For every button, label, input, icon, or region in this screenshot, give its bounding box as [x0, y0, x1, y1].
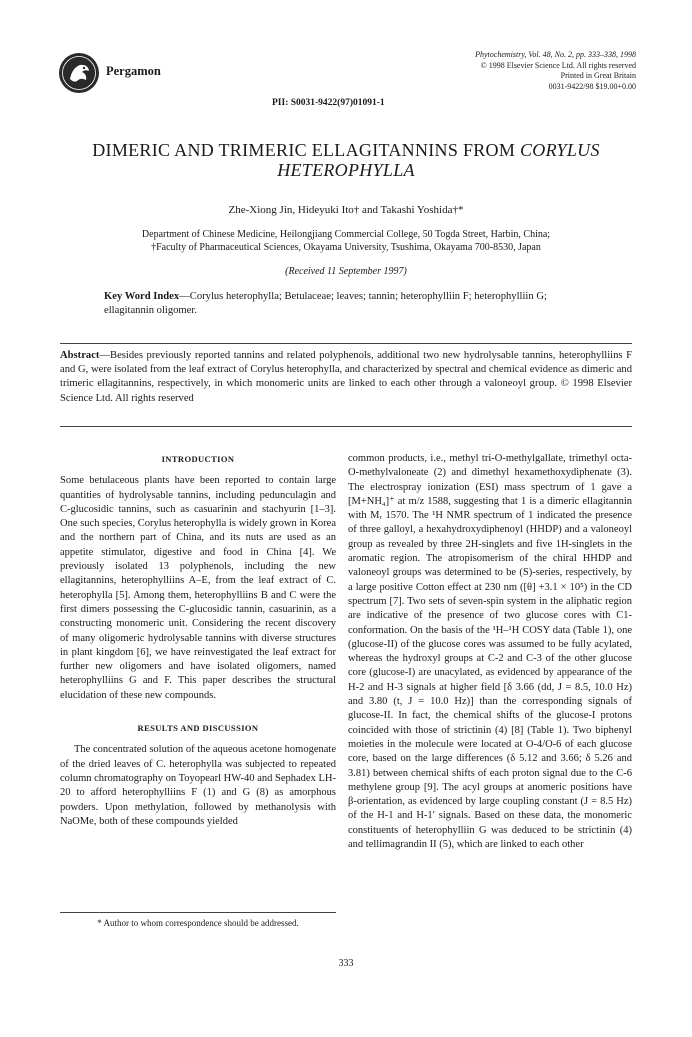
title-main: DIMERIC AND TRIMERIC ELLAGITANNINS FROM	[92, 140, 520, 160]
right-column	[348, 452, 632, 852]
price-line: 0031-9422/98 $19.00+0.00	[548, 81, 636, 91]
results-text-left: The concentrated solution of the aqueous acetone homogenate of the dried leaves of C. heterophylla was subjected to repeated column chromatography on Toyopearl HW-40 and Sephadex LH-20 to afford heterophylliins F (1) and G (8) as amorphous powders. Upon methylation, followed by methanolysis with NaOMe, both of these compounds yielded	[60, 744, 336, 827]
abstract-top-rule	[60, 343, 632, 344]
keywords-text: —Corylus heterophylla; Betulaceae; leaves; tannin; heterophylliin F; heterophylliin G; ellagitannin oligomer.	[104, 291, 547, 316]
footnote-rule	[60, 912, 336, 913]
footnote: * Author to whom correspondence should be addressed.	[97, 918, 299, 928]
keywords	[104, 290, 588, 318]
author-list: Zhe-Xiong Jin, Hideyuki Ito† and Takashi Yoshida†*	[228, 204, 464, 216]
results-heading: RESULTS AND DISCUSSION	[137, 723, 259, 734]
keywords-label: Key Word Index	[104, 291, 180, 302]
pergamon-logo-icon	[58, 52, 100, 94]
journal-info	[475, 50, 636, 92]
introduction-text: Some betulaceous plants have been reported to contain large quantities of hydrolysable tannins, including pedunculagin and C-glucosidic tannins, such as casuarinin and stachyurin [1–3]. One such species, Corylus heterophylla is widely grown in Korea and the northern part of China, and its nuts are used as an appetite stimulator, digestive and food in China [4]. We previously isolated 13 polyphenols, including the new ellagitannins, heterophylliins A–E, from the leaf extract of C. heterophylla [5]. Among them, heterophylliins B and C were the first dimers possessing the C-glucosidic tannin, casuarinin, as a constructing monomeric unit. Considering the recent discovery of many oligomeric hydrolysable tannins with diverse structures in plant kingdom [6], we have reinvestigated the leaf extract for further new oligomers and have isolated oligomers, named heterophylliins G and F. This paper describes the structural elucidation of these new compounds.	[60, 475, 336, 701]
affiliations	[60, 228, 632, 254]
printed-line: Printed in Great Britain	[560, 71, 636, 80]
received-date: (Received 11 September 1997)	[285, 266, 407, 277]
abstract-bottom-rule	[60, 426, 632, 427]
introduction-heading: INTRODUCTION	[161, 454, 235, 464]
affiliation-2: †Faculty of Pharmaceutical Sciences, Okayama University, Tsushima, Okayama 700-8530, Japan	[151, 242, 541, 253]
paper-title	[60, 140, 632, 180]
page-number: 333	[338, 958, 354, 969]
copyright-line: © 1998 Elsevier Science Ltd. All rights reserved	[480, 60, 636, 70]
affiliation-1: Department of Chinese Medicine, Heilongjiang Commercial College, 50 Togda Street, Harbin, China;	[141, 229, 551, 240]
abstract	[60, 349, 632, 406]
publisher-name: Pergamon	[106, 64, 161, 78]
abstract-label: Abstract	[60, 350, 100, 361]
results-text-right: common products, i.e., methyl tri-O-methylgallate, trimethyl octa-O-methylvaloneate (2) and dimethyl hexamethoxydiphenate (3). The electrospray ionization (ESI) mass spectrum of 1 gave a [M+NH₄]⁺ at m/z 1588, suggesting that 1 is a dimeric ellagitannin with Mᵣ 1570. The ¹H NMR spectrum of 1 indicated the presence of three galloyl, a hexahydroxydiphenoyl (HHDP) and a valoneoyl group as revealed by three 2H-singlets and five 1H-singlets in the aromatic region. The atropisomerism of the chiral HHDP and valoneoyl groups was determined to be (S)-series, respectively, by a large positive Cotton effect at 230 nm ([θ] +3.1 × 10⁵) in the CD spectrum [7]. Two sets of seven-spin system in the aliphatic region are indicative of the presence of two glucose cores with C1-conformation. On the basis of the ¹H–¹H COSY data (Table 1), one (glucose-II) of the glucose cores was assumed to be fully acylated, whereas the hydroxyl groups at C-2 and C-3 of the other glucose core (glucose-I) are unacylated, as evidenced by appearance of the H-2 and H-3 signals at higher field [δ 3.66 (dd, J = 8.5, 10.0 Hz) and 3.80 (t, J = 10.0 Hz)] than the corresponding signals of glucose-II. In fact, the chemical shifts of the glucose-I protons coincided with those of strictinin (4) [8] (Table 1). Two biphenyl moieties in the molecule were located at O-4/O-6 of each glucose core, based on the large differences (δ 5.12 and 3.66; δ 5.26 and 3.81) between chemical shifts of each proton signal due to the C-6 methylene group [9]. The acyl groups at anomeric positions have β-orientation, as evidenced by large coupling constant (J = 8.5 Hz) of the H-1 and H-1′ signals. Based on these data, the monomeric constituents of heterophylliin G was deduced to be strictinin (4) and tellimagrandin II (5), which are linked to each other	[348, 453, 632, 851]
journal-citation: Phytochemistry, Vol. 48, No. 2, pp. 333–338, 1998	[475, 50, 636, 59]
title-species: CORYLUS HETEROPHYLLA	[277, 140, 600, 180]
pii-code: PII: S0031-9422(97)01091-1	[272, 98, 385, 108]
abstract-text: —Besides previously reported tannins and related polyphenols, additional two new hydrolysable tannins, heterophylliins F and G, were isolated from the leaf extract of Corylus heterophylla, and characterized by spectral and chemical evidence as dimeric and trimeric ellagitannins, respectively, in which monomeric units are linked to each other through a valoneoyl group. © 1998 Elsevier Science Ltd. All rights reserved	[60, 350, 632, 404]
left-column	[60, 452, 336, 829]
